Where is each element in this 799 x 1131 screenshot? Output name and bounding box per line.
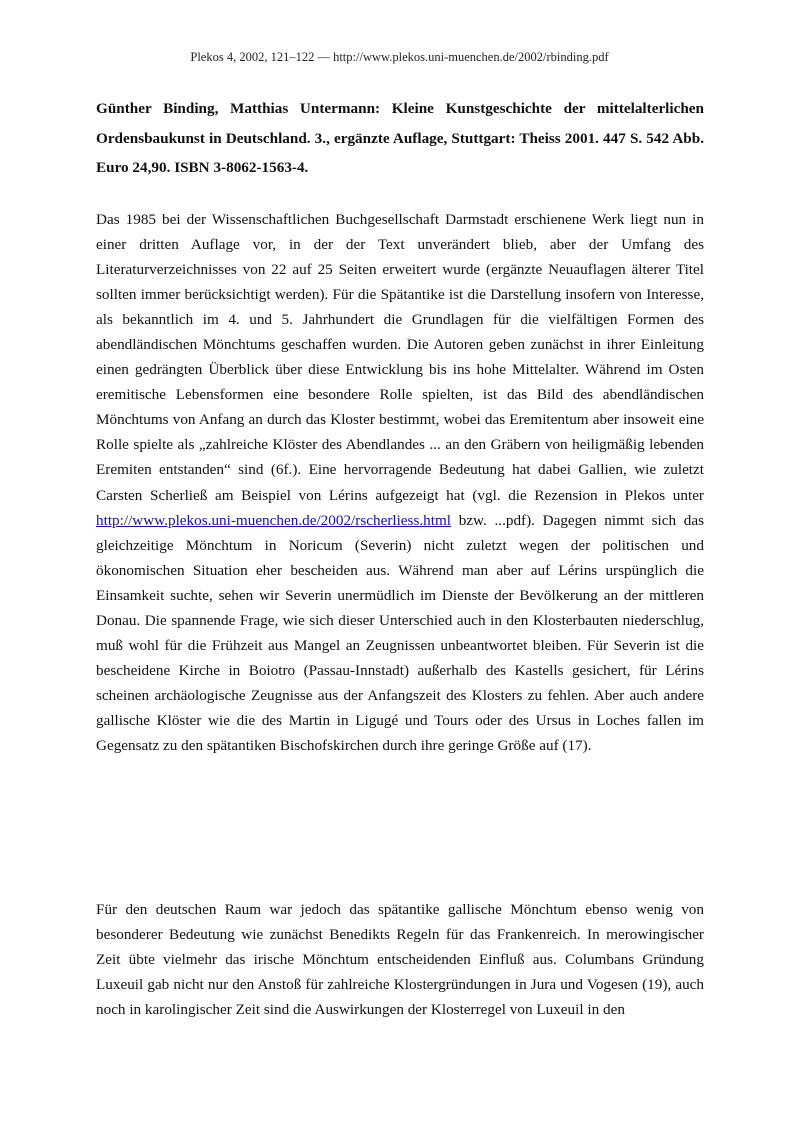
paragraph-2: Für den deutschen Raum war jedoch das spätantike gallische Mönchtum ebenso wenig von besonderer Bedeutung wie zunächst Benedikts Regeln für das Frankenreich. In merowingischer Zeit übte vielmehr das irische Mönchtum entscheidenden Einfluß aus. Columbans Gründung Luxeuil gab nicht nur den Anstoß für zahlreiche Klostergründungen in Jura und Vogesen (19), auch noch in karolingischer Zeit sind die Auswirkungen der Klosterregel von Luxeuil in den	[96, 901, 704, 1019]
review-title: Günther Binding, Matthias Untermann: Kleine Kunstgeschichte der mittelalterlichen Ordensbaukunst in Deutschland. 3., ergänzte Auflage, Stuttgart: Theiss 2001. 447 S. 542 Abb. Euro 24,90. ISBN 3-8062-1563-4.	[96, 100, 704, 176]
running-header: Plekos 4, 2002, 121–122 — http://www.plekos.uni-muenchen.de/2002/rbinding.pdf	[190, 50, 609, 64]
scherliess-review-link[interactable]: http://www.plekos.uni-muenchen.de/2002/rscherliess.html	[96, 511, 452, 529]
paragraph-1	[96, 207, 704, 758]
paragraph-1-text-before-link: Das 1985 bei der Wissenschaftlichen Buchgesellschaft Darmstadt erschienene Werk liegt nun in einer dritten Auflage vor, in der der Text unverändert blieb, aber der Umfang des Literaturverzeichnisses von 22 auf 25 Seiten erweitert wurde (ergänzte Neuauflagen älterer Titel sollten immer berücksichtigt werden). Für die Spätantike ist die Darstellung insofern von Interesse, als bekanntlich im 4. und 5. Jahrhundert die Grundlagen für die vielfältigen Formen des abendländischen Mönchtums geschaffen wurden. Die Autoren geben zunächst in ihrer Einleitung einen gedrängten Überblick über diese Entwicklung bis ins hohe Mittelalter. Während im Osten eremitische Lebensformen eine besondere Rolle spielten, ist das Bild des abendländischen Mönchtums von Anfang an durch das Kloster bestimmt, wobei das Eremitentum aber insoweit eine Rolle spielte als „zahlreiche Klöster des Abendlandes ... an den Gräbern von heiligmäßig lebenden Eremiten entstanden“ sind (6f.). Eine hervorragende Bedeutung hat dabei Gallien, wie zuletzt Carsten Scherließ am Beispiel von Lérins aufgezeigt hat (vgl. die Rezension in Plekos unter	[96, 211, 704, 504]
paragraph-1-text-after-link: bzw. ...pdf). Dagegen nimmt sich das gleichzeitige Mönchtum in Noricum (Severin) nicht zuletzt wegen der politischen und ökonomischen Situation eher bescheiden aus. Während man aber auf Lérins urspünglich die Einsamkeit suchte, sehen wir Severin unermüdlich im Dienste der Bevölkerung an der mittleren Donau. Die spannende Frage, wie sich dieser Unterschied auch in den Klosterbauten niederschlug, muß wohl für die Frühzeit aus Mangel an Zeugnissen unbeantwortet bleiben. Für Severin ist die bescheidene Kirche in Boiotro (Passau-Innstadt) außerhalb des Kastells gesichert, für Lérins scheinen archäologische Zeugnisse aus der Anfangszeit des Klosters zu fehlen. Aber auch andere gallische Klöster wie die des Martin in Ligugé und Tours oder des Ursus in Loches fallen im Gegensatz zu den spätantiken Bischofskirchen durch ihre geringe Größe auf (17).	[96, 511, 704, 754]
